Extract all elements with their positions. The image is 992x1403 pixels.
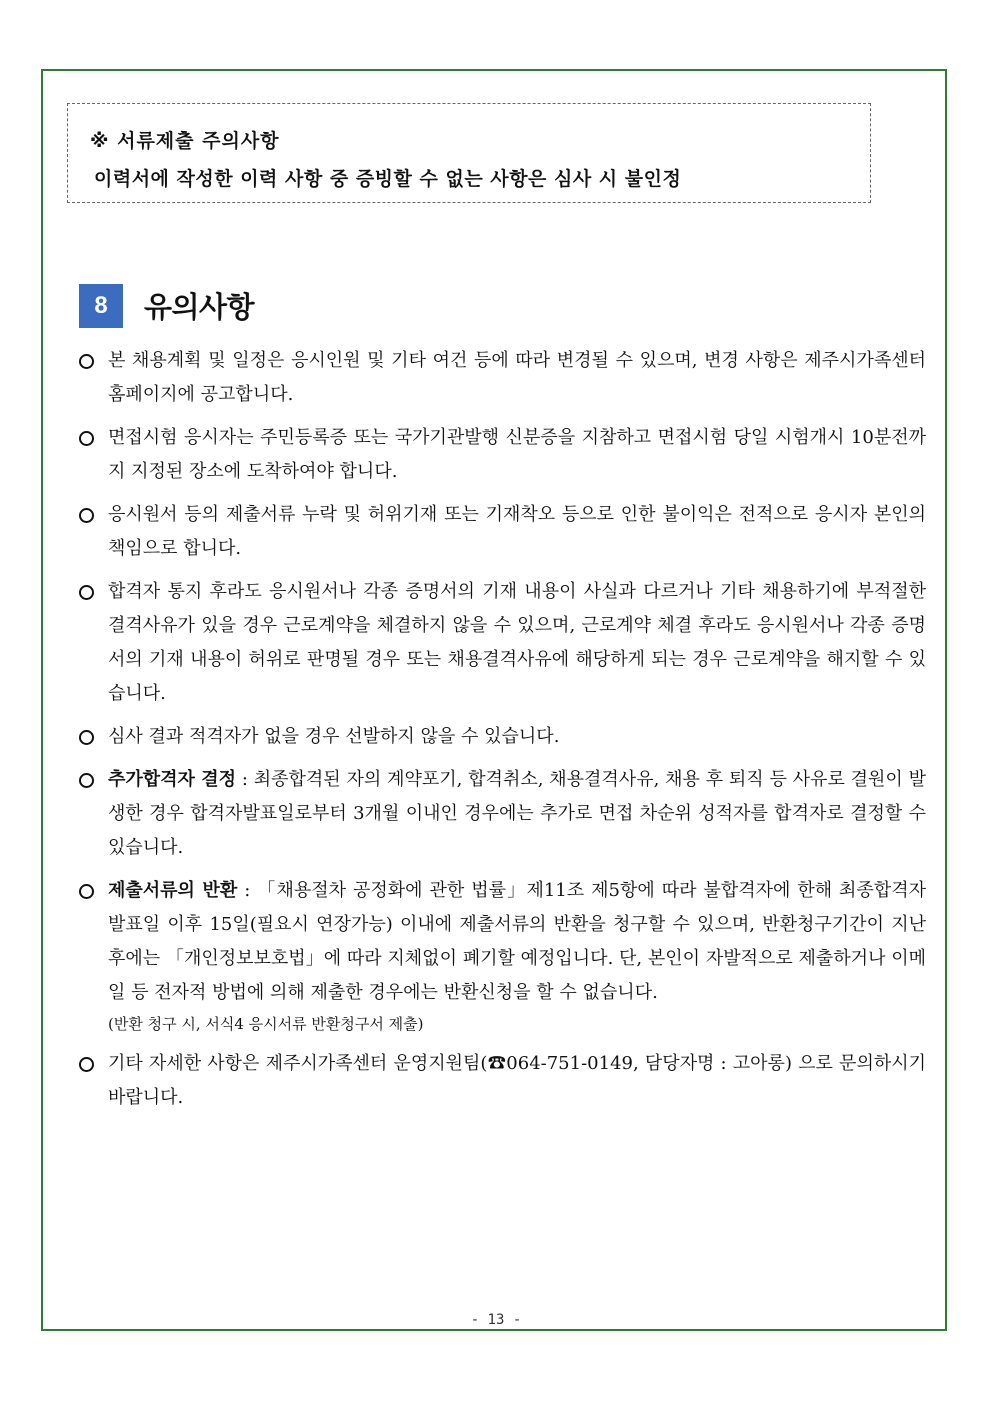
- item-label: 제출서류의 반환: [108, 880, 238, 901]
- item-text: 심사 결과 적격자가 없을 경우 선발하지 않을 수 있습니다.: [108, 726, 560, 747]
- notice-title: ※ 서류제출 주의사항: [90, 130, 280, 152]
- circle-bullet-icon: [79, 773, 94, 788]
- item-text: 응시원서 등의 제출서류 누락 및 허위기재 또는 기재착오 등으로 인한 불이익은 전적으로 응시자 본인의 책임으로 합니다.: [108, 504, 926, 559]
- list-item: [79, 344, 926, 412]
- item-label: 추가합격자 결정: [108, 769, 237, 790]
- list-item: [79, 874, 926, 1038]
- notes-list: [79, 344, 926, 1124]
- list-item: [79, 1047, 926, 1115]
- circle-bullet-icon: [79, 730, 94, 745]
- item-text: 합격자 통지 후라도 응시원서나 각종 증명서의 기재 내용이 사실과 다르거나 기타 채용하기에 부적절한 결격사유가 있을 경우 근로계약을 체결하지 않을 수 있으며, 근로계약 체결 후라도 응시원서나 각종 증명서의 기재 내용이 허위로 판명될 경우 또는 채용결격사유에 해당하게 되는 경우 근로계약을 해지할 수 있습니다.: [108, 581, 926, 704]
- circle-bullet-icon: [79, 1057, 94, 1072]
- list-item: [79, 720, 926, 754]
- item-text: 면접시험 응시자는 주민등록증 또는 국가기관발행 신분증을 지참하고 면접시험 당일 시험개시 10분전까지 지정된 장소에 도착하여야 합니다.: [108, 427, 926, 482]
- document-notice-box: [67, 103, 871, 203]
- item-text: : 「채용절차 공정화에 관한 법률」제11조 제5항에 따라 불합격자에 한해 최종합격자 발표일 이후 15일(필요시 연장가능) 이내에 제출서류의 반환을 청구할 수 있으며, 반환청구기간이 지난 후에는 「개인정보보호법」에 따라 지체없이 폐기할 예정입니다. 단, 본인이 자발적으로 제출하거나 이메일 등 전자적 방법에 의해 제출한 경우에는 반환신청을 할 수 없습니다.: [108, 880, 927, 1003]
- circle-bullet-icon: [79, 508, 94, 523]
- item-text: 기타 자세한 사항은 제주시가족센터 운영지원팀(☎064-751-0149, 담당자명 : 고아롱) 으로 문의하시기 바랍니다.: [108, 1053, 926, 1108]
- circle-bullet-icon: [79, 431, 94, 446]
- list-item: [79, 763, 926, 865]
- item-text: : 최종합격된 자의 계약포기, 합격취소, 채용결격사유, 채용 후 퇴직 등 사유로 결원이 발생한 경우 합격자발표일로부터 3개월 이내인 경우에는 추가로 면접 차순위 성적자를 합격자로 결정할 수 있습니다.: [108, 769, 926, 858]
- item-subnote: (반환 청구 시, 서식4 응시서류 반환청구서 제출): [108, 1015, 424, 1033]
- list-item: [79, 498, 926, 566]
- list-item: [79, 575, 926, 711]
- page-number: - 13 -: [470, 1312, 522, 1328]
- notice-text: 이력서에 작성한 이력 사항 중 증빙할 수 없는 사항은 심사 시 불인정: [94, 168, 682, 190]
- section-number-badge: 8: [79, 284, 123, 328]
- section-title: 유의사항: [144, 290, 255, 324]
- circle-bullet-icon: [79, 585, 94, 600]
- circle-bullet-icon: [79, 354, 94, 369]
- item-text: 본 채용계획 및 일정은 응시인원 및 기타 여건 등에 따라 변경될 수 있으며, 변경 사항은 제주시가족센터 홈페이지에 공고합니다.: [108, 350, 926, 405]
- circle-bullet-icon: [79, 884, 94, 899]
- list-item: [79, 421, 926, 489]
